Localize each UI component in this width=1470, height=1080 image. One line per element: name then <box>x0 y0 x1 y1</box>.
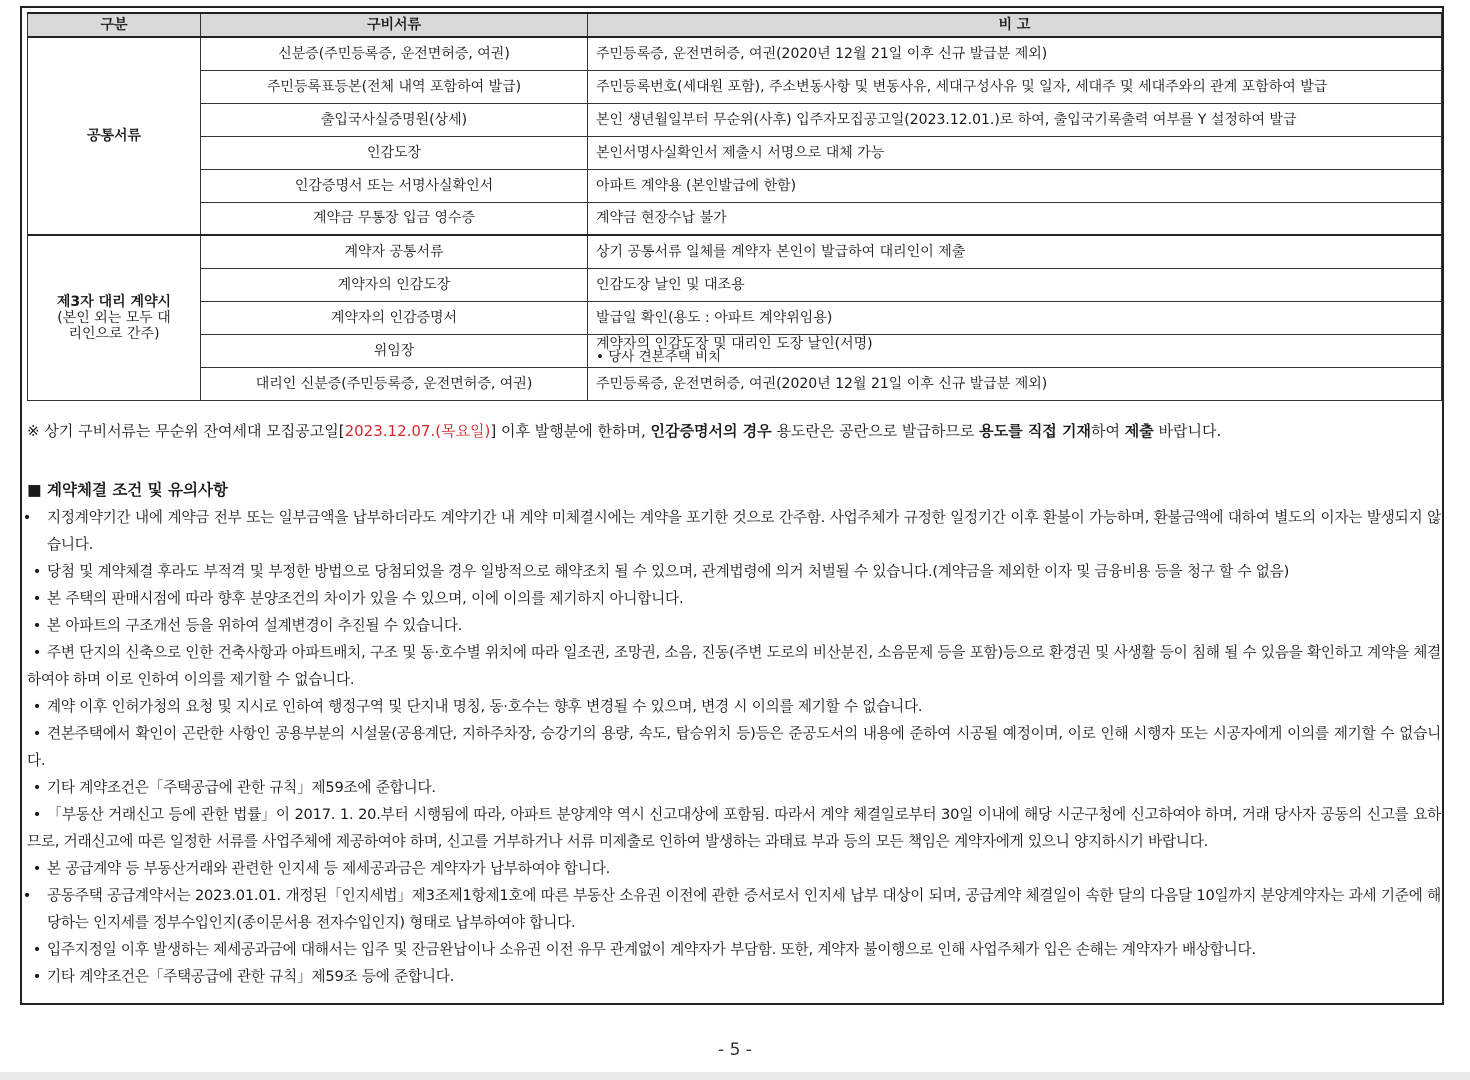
bullet-icon: • <box>22 509 32 526</box>
category-sublabel: (본인 외는 모두 대리인으로 간주) <box>57 309 171 342</box>
header-remarks: 비 고 <box>588 13 1442 37</box>
remark-cell: 주민등록증, 운전면허증, 여권(2020년 12월 21일 이후 신규 발급분 제외) <box>588 37 1442 70</box>
table-row <box>28 235 1442 268</box>
list-item-text: 「부동산 거래신고 등에 관한 법률」이 2017. 1. 20.부터 시행됨에 따라, 아파트 분양계약 역시 신고대상에 포함됨. 따라서 계약 체결일로부터 30일 이내에 해당 시군구청에 신고하여야 하며, 거래 당사자 공동의 신고를 요하므로, 거래신고에 따른 일정한 서류를 사업주체에 제공하여야 하며, 신고를 거부하거나 서류 미제출로 인하여 발생하는 과태료 부과 등의 모든 책임은 계약자에게 있으니 양지하시기 바랍니다. <box>27 806 1441 850</box>
bullet-icon: • <box>32 860 42 877</box>
list-item-text: 주변 단지의 신축으로 인한 건축사항과 아파트배치, 구조 및 동·호수별 위치에 따라 일조권, 조망권, 소음, 진동(주변 도로의 비산분진, 소음문제 등을 포함)등으로 환경권 및 사생활 등이 침해 될 수 있음을 확인하고 계약을 체결하여야 하며 이로 인하여 이의를 제기할 수 없습니다. <box>27 644 1441 688</box>
header-documents: 구비서류 <box>201 13 588 37</box>
footnote-text: 하여 <box>1091 422 1125 440</box>
document-cell: 계약자 공통서류 <box>201 235 588 268</box>
list-item-text: 공동주택 공급계약서는 2023.01.01. 개정된「인지세법」제3조제1항제1호에 따른 부동산 소유권 이전에 관한 증서로서 인지세 납부 대상이 되며, 공급계약 체결일이 속한 달의 다음달 10일까지 분양계약자는 과세 기준에 해당하는 인지세를 정부수입인지(종이문서용 전자수입인지) 형태로 납부하여야 합니다. <box>47 887 1441 931</box>
list-item-text: 본 공급계약 등 부동산거래와 관련한 인지세 등 제세공과금은 계약자가 납부하여야 합니다. <box>47 860 611 877</box>
document-cell: 계약자의 인감도장 <box>201 268 588 301</box>
list-item <box>27 612 1441 639</box>
bullet-icon: • <box>32 590 42 607</box>
header-category: 구분 <box>28 13 201 37</box>
list-item-text: 입주지정일 이후 발생하는 제세공과금에 대해서는 입주 및 잔금완납이나 소유권 이전 유무 관계없이 계약자가 부담함. 또한, 계약자 불이행으로 인해 사업주체가 입은 손해는 계약자가 배상합니다. <box>47 941 1256 958</box>
footnote-emphasis: 인감증명서의 경우 <box>650 422 772 440</box>
remark-cell: 본인 생년월일부터 무순위(사후) 입주자모집공고일(2023.12.01.)로 하여, 출입국기록출력 여부를 Y 설정하여 발급 <box>588 103 1442 136</box>
table-row <box>28 301 1442 334</box>
bullet-icon: • <box>32 563 42 580</box>
table-row <box>28 70 1442 103</box>
table-header-row <box>28 13 1442 37</box>
list-item <box>27 774 1441 801</box>
remark-cell: 상기 공통서류 일체를 계약자 본인이 발급하여 대리인이 제출 <box>588 235 1442 268</box>
list-item-text: 기타 계약조건은「주택공급에 관한 규칙」제59조에 준합니다. <box>47 779 436 796</box>
footnote-text: ※ 상기 구비서류는 무순위 잔여세대 모집공고일[ <box>27 422 345 440</box>
document-cell: 인감증명서 또는 서명사실확인서 <box>201 169 588 202</box>
bullet-icon: • <box>32 725 42 742</box>
list-item <box>27 558 1441 585</box>
category-proxy <box>28 235 201 400</box>
list-item <box>27 639 1441 693</box>
list-item <box>27 585 1441 612</box>
document-cell: 인감도장 <box>201 136 588 169</box>
list-item <box>22 504 1441 558</box>
category-label: 공통서류 <box>86 128 142 144</box>
list-item <box>27 963 1441 990</box>
bullet-icon: • <box>32 779 42 796</box>
footnote-text: 용도란은 공란으로 발급하므로 <box>771 422 980 440</box>
remark-cell: 주민등록번호(세대원 포함), 주소변동사항 및 변동사유, 세대구성사유 및 일자, 세대주 및 세대주와의 관계 포함하여 발급 <box>588 70 1442 103</box>
conditions-list <box>22 504 1441 990</box>
table-row <box>28 37 1442 70</box>
list-item <box>27 720 1441 774</box>
bullet-icon: • <box>32 941 42 958</box>
remark-cell: 계약금 현장수납 불가 <box>588 202 1442 235</box>
contract-conditions-section <box>22 478 1441 990</box>
documents-footnote <box>27 420 1441 441</box>
table-row <box>28 334 1442 367</box>
document-cell: 계약금 무통장 입금 영수증 <box>201 202 588 235</box>
list-item-text: 본 아파트의 구조개선 등을 위하여 설계변경이 추진될 수 있습니다. <box>47 617 463 634</box>
table-row <box>28 202 1442 235</box>
table-row <box>28 136 1442 169</box>
list-item-text: 지정계약기간 내에 계약금 전부 또는 일부금액을 납부하더라도 계약기간 내 계약 미체결시에는 계약을 포기한 것으로 간주함. 사업주체가 규정한 일정기간 이후 환불이 가능하며, 환불금액에 대하여 별도의 이자는 발생되지 않습니다. <box>47 509 1441 553</box>
bullet-icon: • <box>32 644 42 661</box>
bullet-icon: • <box>32 806 42 823</box>
footnote-text: ] 이후 발행분에 한하며, <box>490 422 651 440</box>
category-label: 제3자 대리 계약시 <box>56 293 172 310</box>
footnote-date: 2023.12.07.(목요일) <box>344 422 491 440</box>
viewer-bottom-edge <box>0 1072 1470 1080</box>
list-item-text: 기타 계약조건은「주택공급에 관한 규칙」제59조 등에 준합니다. <box>47 968 455 985</box>
bullet-icon: • <box>32 617 42 634</box>
footnote-emphasis: 제출 <box>1124 422 1154 440</box>
table-row <box>28 169 1442 202</box>
category-common <box>28 37 201 235</box>
list-item <box>27 855 1441 882</box>
remark-subline: • 당사 견본주택 비치 <box>596 349 722 365</box>
remark-cell: 주민등록증, 운전면허증, 여권(2020년 12월 21일 이후 신규 발급분 제외) <box>588 367 1442 400</box>
remark-cell: 인감도장 날인 및 대조용 <box>588 268 1442 301</box>
list-item <box>27 693 1441 720</box>
section-title: ■ 계약체결 조건 및 유의사항 <box>27 481 228 499</box>
table-row <box>28 367 1442 400</box>
list-item-text: 견본주택에서 확인이 곤란한 사항인 공용부분의 시설물(공용계단, 지하주차장, 승강기의 용량, 속도, 탑승위치 등)등은 준공도서의 내용에 준하여 시공될 예정이며, 이로 인해 시행자 또는 시공자에게 이의를 제기할 수 없습니다. <box>27 725 1441 769</box>
bullet-icon: • <box>32 698 42 715</box>
list-item <box>22 882 1441 936</box>
bullet-icon: • <box>32 968 42 985</box>
document-cell: 계약자의 인감증명서 <box>201 301 588 334</box>
footnote-text: 바랍니다. <box>1153 422 1222 440</box>
remark-cell: 발급일 확인(용도 : 아파트 계약위임용) <box>588 301 1442 334</box>
list-item <box>27 801 1441 855</box>
page-number: - 5 - <box>718 1040 752 1060</box>
document-cell: 신분증(주민등록증, 운전면허증, 여권) <box>201 37 588 70</box>
footnote-emphasis: 용도를 직접 기재 <box>979 422 1092 440</box>
document-frame <box>20 6 1444 1005</box>
document-cell: 주민등록표등본(전체 내역 포함하여 발급) <box>201 70 588 103</box>
list-item-text: 계약 이후 인허가청의 요청 및 지시로 인하여 행정구역 및 단지내 명칭, 동·호수는 향후 변경될 수 있으며, 변경 시 이의를 제기할 수 없습니다. <box>47 698 923 715</box>
table-row <box>28 268 1442 301</box>
remark-line: 계약자의 인감도장 및 대리인 도장 날인(서명) <box>596 336 873 352</box>
table-row <box>28 103 1442 136</box>
list-item-text: 본 주택의 판매시점에 따라 향후 분양조건의 차이가 있을 수 있으며, 이에 이의를 제기하지 아니합니다. <box>47 590 684 607</box>
required-documents-table <box>27 12 1442 401</box>
remark-cell: 아파트 계약용 (본인발급에 한함) <box>588 169 1442 202</box>
document-cell: 출입국사실증명원(상세) <box>201 103 588 136</box>
document-cell: 대리인 신분증(주민등록증, 운전면허증, 여권) <box>201 367 588 400</box>
remark-cell <box>588 334 1442 367</box>
list-item <box>27 936 1441 963</box>
list-item-text: 당첨 및 계약체결 후라도 부적격 및 부정한 방법으로 당첨되었을 경우 일방적으로 해약조치 될 수 있으며, 관계법령에 의거 처벌될 수 있습니다.(계약금을 제외한 이자 및 금융비용 등을 청구 할 수 없음) <box>47 563 1290 580</box>
document-cell: 위임장 <box>201 334 588 367</box>
remark-cell: 본인서명사실확인서 제출시 서명으로 대체 가능 <box>588 136 1442 169</box>
bullet-icon: • <box>22 887 32 904</box>
